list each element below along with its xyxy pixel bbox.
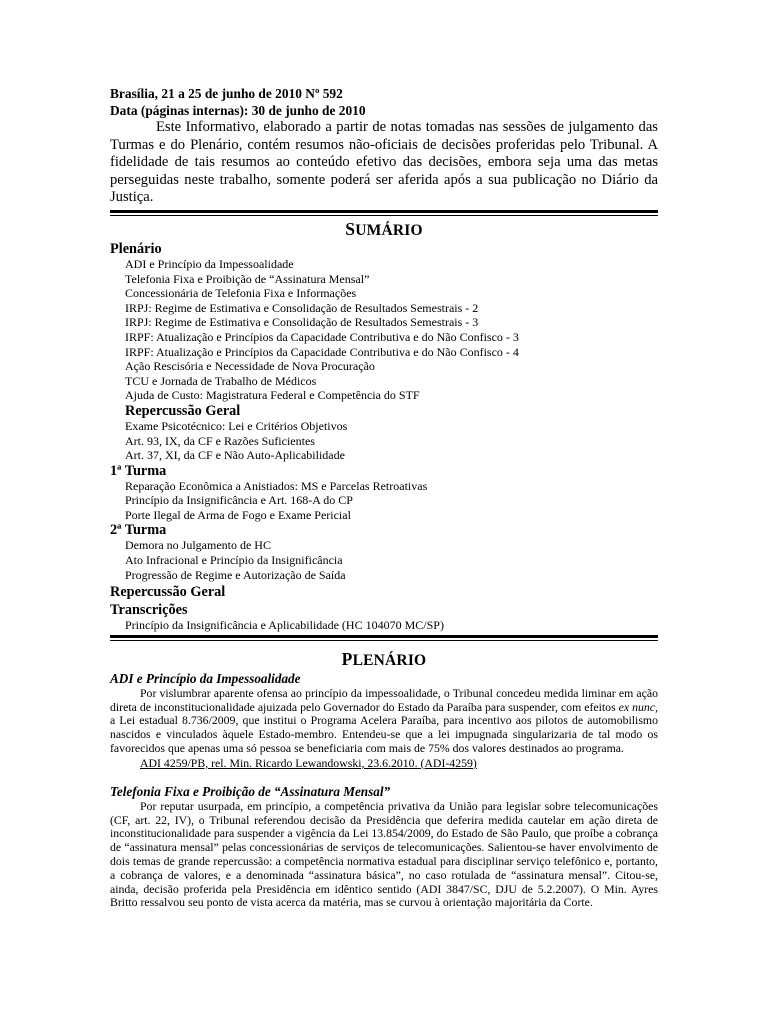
summary-list-2a-turma xyxy=(110,538,658,582)
summary-item: Exame Psicotécnico: Lei e Critérios Objetivos xyxy=(125,418,348,433)
summary-item: Porte Ilegal de Arma de Fogo e Exame Pericial xyxy=(125,507,351,522)
article-title: Telefonia Fixa e Proibição de “Assinatura Mensal” xyxy=(110,783,391,799)
summary-item: Telefonia Fixa e Proibição de “Assinatura Mensal” xyxy=(125,271,370,286)
summary-heading-2a-turma: 2ª Turma xyxy=(110,522,167,539)
summary-item: Art. 37, XI, da CF e Não Auto-Aplicabilidade xyxy=(125,448,345,463)
summary-item: Reparação Econômica a Anistiados: MS e Parcelas Retroativas xyxy=(125,478,428,493)
summary-item: Demora no Julgamento de HC xyxy=(125,538,271,553)
informativo-page xyxy=(110,86,658,910)
summary-list-repercussao-geral xyxy=(110,419,658,463)
summary-list-1a-turma xyxy=(110,479,658,523)
summary-item: Ato Infracional e Princípio da Insignificância xyxy=(125,553,343,568)
summary-list-plenario xyxy=(110,257,658,403)
article-reference: ADI 4259/PB, rel. Min. Ricardo Lewandowski, 23.6.2010. (ADI-4259) xyxy=(140,755,477,770)
summary-item: Ajuda de Custo: Magistratura Federal e Competência do STF xyxy=(125,388,420,403)
article-paragraph: Por reputar usurpada, em princípio, a competência privativa da União para legislar sobre telecomunicações (CF, art. 22, IV), o Tribunal referendou decisão da Presidência que deferira medida cautelar em ação direta de inconstitucionalidade para suspender a vigência da Lei 13.854/2009, do Estado de São Paulo, que proíbe a cobrança de “assinatura mensal” pelas concessionárias de serviços de telecomunicações. Salientou-se haver envolvimento de dois temas de grande repercussão: a competência normativa estadual para disciplinar serviço telefônico e, portanto, a cobrança de valores, e a denominada “assinatura básica”, no caso rotulada de “assinatura mensal”. Citou-se, ainda, decisão proferida pela Presidência em idêntico sentido (ADI 3847/SC, DJU de 5.2.2007). O Min. Ayres Britto ressalvou seu ponto de vista acerca da matéria, mas se curvou à orientação majoritária da Corte. xyxy=(110,798,658,910)
summary-list-transcricoes xyxy=(110,618,658,633)
plenario-section-title: PLENÁRIO xyxy=(341,648,427,669)
summary-item: Art. 93, IX, da CF e Razões Suficientes xyxy=(125,433,315,448)
summary-item: Princípio da Insignificância e Art. 168-A do CP xyxy=(125,493,353,508)
article-paragraph: Por vislumbrar aparente ofensa ao princípio da impessoalidade, o Tribunal concedeu medida liminar em ação direta de inconstitucionalidade ajuizada pelo Governador do Estado da Paraíba para suspender, com efeitos ex nunc, a Lei estadual 8.736/2009, que institui o Programa Acelera Paraíba, para incentivo aos pilotos de automobilismo nascidos e vinculados àquele Estado-membro. Entendeu-se que a lei impugnada singularizaria de tal modo os favorecidos que apenas uma só pessoa se beneficiaria com mais de 75% dos valores destinados ao programa. xyxy=(110,685,658,756)
summary-item: Ação Rescisória e Necessidade de Nova Procuração xyxy=(125,359,375,374)
article-title: ADI e Princípio da Impessoalidade xyxy=(110,670,301,686)
summary-item: Progressão de Regime e Autorização de Saída xyxy=(125,567,346,582)
summary-item: Concessionária de Telefonia Fixa e Informações xyxy=(125,286,357,301)
summary-item: IRPJ: Regime de Estimativa e Consolidação de Resultados Semestrais - 3 xyxy=(125,315,479,330)
summary-heading-1a-turma: 1ª Turma xyxy=(110,462,167,479)
summary-heading-transcricoes: Transcrições xyxy=(110,602,188,619)
summary-item: IRPJ: Regime de Estimativa e Consolidação de Resultados Semestrais - 2 xyxy=(125,300,479,315)
summary-heading-repercussao-geral-2: Repercussão Geral xyxy=(110,584,226,601)
double-rule xyxy=(110,210,658,216)
summary-item: IRPF: Atualização e Princípios da Capacidade Contributiva e do Não Confisco - 3 xyxy=(125,329,519,344)
summary-item: ADI e Princípio da Impessoalidade xyxy=(125,256,294,271)
summary-heading-plenario: Plenário xyxy=(110,240,162,257)
double-rule xyxy=(110,635,658,641)
summary-item: TCU e Jornada de Trabalho de Médicos xyxy=(125,373,317,388)
summary-item: Princípio da Insignificância e Aplicabilidade (HC 104070 MC/SP) xyxy=(125,618,444,633)
case-reference-link[interactable]: ADI 4259/PB, rel. Min. Ricardo Lewandowski, 23.6.2010. xyxy=(140,755,418,770)
summary-title: SUMÁRIO xyxy=(345,218,423,239)
summary-item: IRPF: Atualização e Princípios da Capacidade Contributiva e do Não Confisco - 4 xyxy=(125,344,519,359)
summary-heading-repercussao-geral: Repercussão Geral xyxy=(125,402,241,419)
edition-line: Brasília, 21 a 25 de junho de 2010 Nº 592 xyxy=(110,86,343,101)
intro-paragraph: Este Informativo, elaborado a partir de notas tomadas nas sessões de julgamento das Turmas e do Plenário, contém resumos não-oficiais de decisões proferidas pelo Tribunal. A fidelidade de tais resumos ao conteúdo efetivo das decisões, embora seja uma das metas perseguidas neste trabalho, somente poderá ser aferida após a sua publicação no Diário da Justiça. xyxy=(110,119,658,206)
internal-date-line: Data (páginas internas): 30 de junho de 2010 xyxy=(110,102,366,118)
